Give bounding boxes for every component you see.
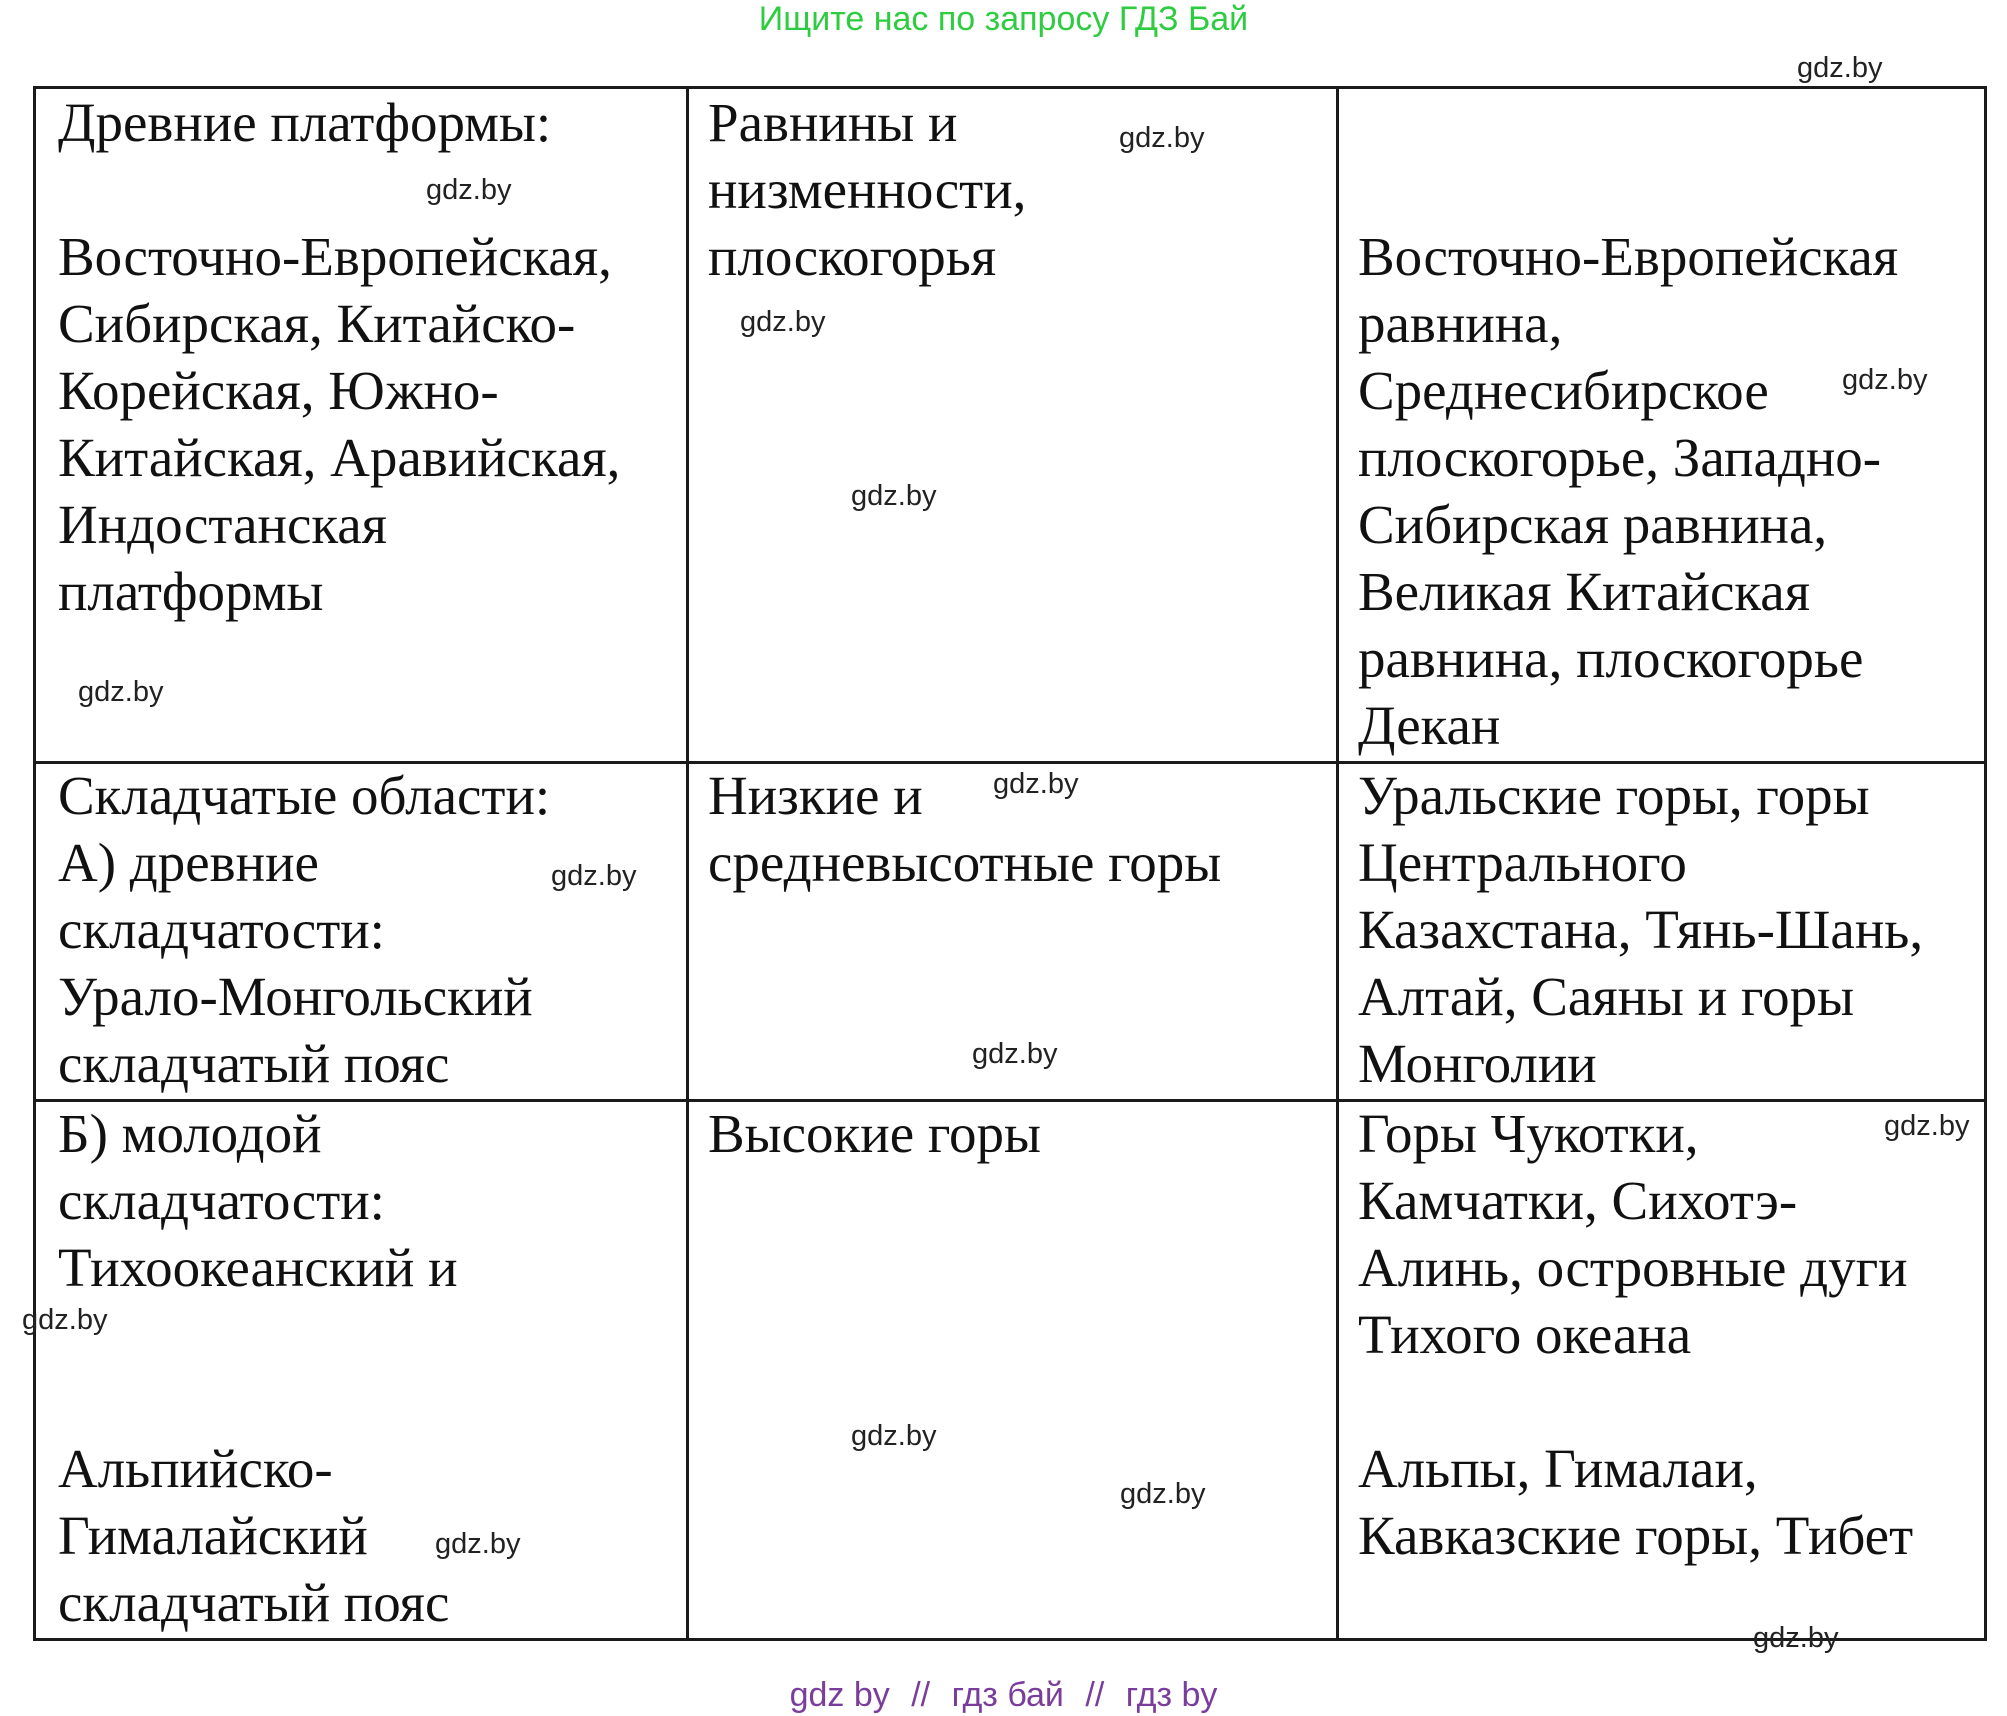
watermark: gdz.by [1120,1478,1206,1510]
watermark: gdz.by [78,676,164,708]
cell-line: Китайская, Аравийская, [58,427,621,488]
cell-line: Камчатки, Сихотэ- [1358,1170,1798,1231]
cell-line: Альпийско- [58,1438,333,1499]
cell-line: Высокие горы [708,1103,1042,1164]
cell-line: Великая Китайская [1358,561,1811,622]
cell-line: Сибирская равнина, [1358,494,1828,555]
cell-line: Тихоокеанский и [58,1237,458,1298]
watermark: gdz.by [1884,1110,1970,1142]
cell-line: Алинь, островные дуги [1358,1237,1908,1298]
cell-line: Равнины и [708,92,958,153]
cell-line: равнина, плоскогорье [1358,628,1864,689]
cell-line: Индостанская [58,494,387,555]
cell-line [58,156,620,223]
table-cell-r3-c1 [58,1100,458,1636]
cell-line: складчатый пояс [58,1572,450,1633]
cell-line [1358,89,1898,156]
table-cell-r3-c2 [708,1100,1041,1167]
table-cell-r1-c2 [708,89,1026,290]
cell-line: Тихого океана [1358,1304,1692,1365]
footer-separator: // [911,1676,931,1714]
cell-line: Казахстана, Тянь-Шань, [1358,899,1924,960]
watermark: gdz.by [426,174,512,206]
column-divider-2 [1336,89,1339,1638]
watermark: gdz.by [851,1420,937,1452]
table-cell-r2-c2 [708,762,1221,896]
cell-line: Сибирская, Китайско- [58,293,576,354]
cell-line: низменности, [708,159,1027,220]
column-divider-1 [686,89,689,1638]
cell-line: Низкие и [708,765,923,826]
watermark: gdz.by [740,306,826,338]
cell-line: Урало-Монгольский [58,966,533,1027]
cell-line: платформы [58,561,324,622]
cell-line: Уральские горы, горы [1358,765,1870,826]
top-banner: Ищите нас по запросу ГДЗ Бай [758,0,1249,38]
watermark: gdz.by [551,860,637,892]
cell-line: Декан [1358,695,1501,756]
cell-line: Центрального [1358,832,1687,893]
cell-line: складчатый пояс [58,1033,450,1094]
cell-line: Среднесибирское [1358,360,1769,421]
table-cell-r2-c1 [58,762,550,1097]
table-cell-r2-c3 [1358,762,1923,1097]
table-cell-r3-c3 [1358,1100,1913,1569]
table-cell-r1-c1 [58,89,620,625]
cell-line [1358,1368,1913,1435]
footer-link-gdz-bai[interactable]: гдз бай [951,1676,1064,1714]
cell-line: Древние платформы: [58,92,552,153]
watermark: gdz.by [1119,122,1205,154]
cell-line: Гималайский [58,1505,368,1566]
cell-line: Б) молодой [58,1103,322,1164]
cell-line [58,1368,458,1435]
cell-line: равнина, [1358,293,1563,354]
watermark: gdz.by [22,1304,108,1336]
watermark: gdz.by [972,1038,1058,1070]
cell-line: Складчатые области: [58,765,551,826]
watermark: gdz.by [851,480,937,512]
watermark: gdz.by [993,768,1079,800]
cell-line: складчатости: [58,899,385,960]
footer-link-gdz-by[interactable]: gdz by [789,1676,890,1714]
geology-table [33,86,1987,1641]
watermark: gdz.by [435,1528,521,1560]
footer-link-gdz-by-cyr[interactable]: гдз by [1125,1676,1218,1714]
cell-line: Восточно-Европейская, [58,226,612,287]
cell-line [1358,156,1898,223]
watermark: gdz.by [1842,364,1928,396]
footer-separator: // [1085,1676,1105,1714]
cell-line: Горы Чукотки, [1358,1103,1699,1164]
cell-line: Корейская, Южно- [58,360,499,421]
cell-line: Монголии [1358,1033,1597,1094]
cell-line: Кавказские горы, Тибет [1358,1505,1914,1566]
cell-line [58,1301,458,1368]
cell-line: средневысотные горы [708,832,1222,893]
cell-line: плоскогорья [708,226,997,287]
watermark: gdz.by [1753,1622,1839,1654]
cell-line: Альпы, Гималаи, [1358,1438,1758,1499]
cell-line: А) древние [58,832,319,893]
cell-line: Восточно-Европейская [1358,226,1899,287]
watermark: gdz.by [1797,52,1883,84]
table-cell-r1-c3 [1358,89,1898,759]
cell-line: плоскогорье, Западно- [1358,427,1882,488]
cell-line: Алтай, Саяны и горы [1358,966,1855,1027]
cell-line: складчатости: [58,1170,385,1231]
footer-links [0,1675,2007,1715]
